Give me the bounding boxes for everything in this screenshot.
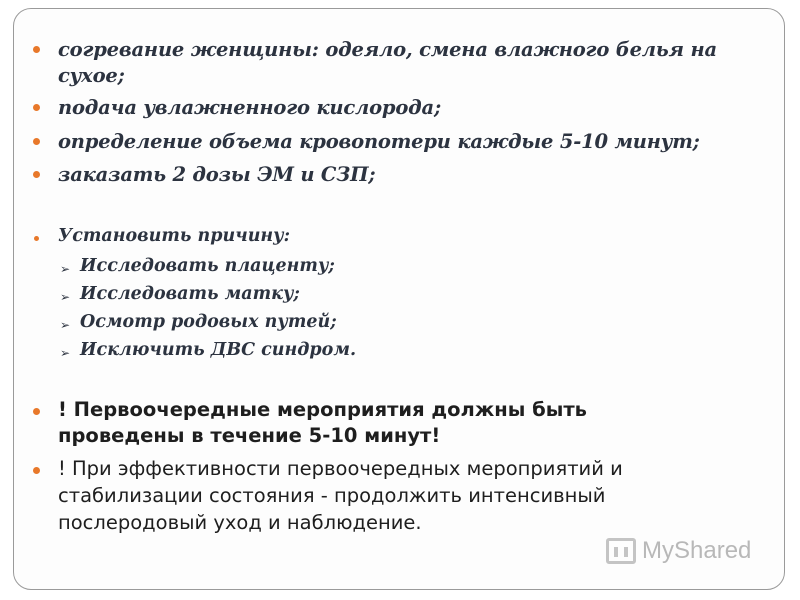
bullet-1-line-1: согревание женщины: одеяло, смена влажного белья на <box>58 38 717 61</box>
cause-item-3: Осмотр родовых путей; <box>80 312 337 332</box>
priority-note-line-1: ! Первоочередные мероприятия должны быть <box>58 398 588 421</box>
followup-note-line-1: ! При эффективности первоочередных мероприятий и <box>58 457 623 480</box>
myshared-watermark <box>606 537 751 565</box>
watermark-text: MyShared <box>642 537 752 564</box>
bullet-4: заказать 2 дозы ЭМ и СЗП; <box>58 163 376 186</box>
arrow-bullet-icon: ➢ <box>60 262 71 276</box>
cause-item-4: Исключить ДВС синдром. <box>80 340 357 360</box>
arrow-bullet-icon: ➢ <box>60 318 71 332</box>
followup-note-line-2: стабилизации состояния - продолжить интенсивный <box>58 484 606 507</box>
bullet-1-line-2: сухое; <box>58 64 125 87</box>
arrow-bullet-icon: ➢ <box>60 290 71 304</box>
bullet-dot <box>33 138 40 145</box>
bullet-dot <box>33 46 40 53</box>
followup-note-line-3: послеродовый уход и наблюдение. <box>58 511 422 534</box>
bullet-dot <box>33 171 40 178</box>
bullet-3: определение объема кровопотери каждые 5-10 минут; <box>58 130 700 153</box>
presentation-icon <box>606 538 636 564</box>
priority-note-line-2: проведены в течение 5-10 минут! <box>58 424 441 447</box>
cause-heading: Установить причину: <box>58 226 291 246</box>
bullet-dot <box>33 104 40 111</box>
arrow-bullet-icon: ➢ <box>60 346 71 360</box>
bullet-dot <box>33 467 40 474</box>
cause-item-1: Исследовать плаценту; <box>80 256 335 276</box>
cause-item-2: Исследовать матку; <box>80 284 300 304</box>
bullet-dot <box>33 408 40 415</box>
bullet-2: подача увлажненного кислорода; <box>58 96 441 119</box>
bullet-dot <box>34 236 39 241</box>
